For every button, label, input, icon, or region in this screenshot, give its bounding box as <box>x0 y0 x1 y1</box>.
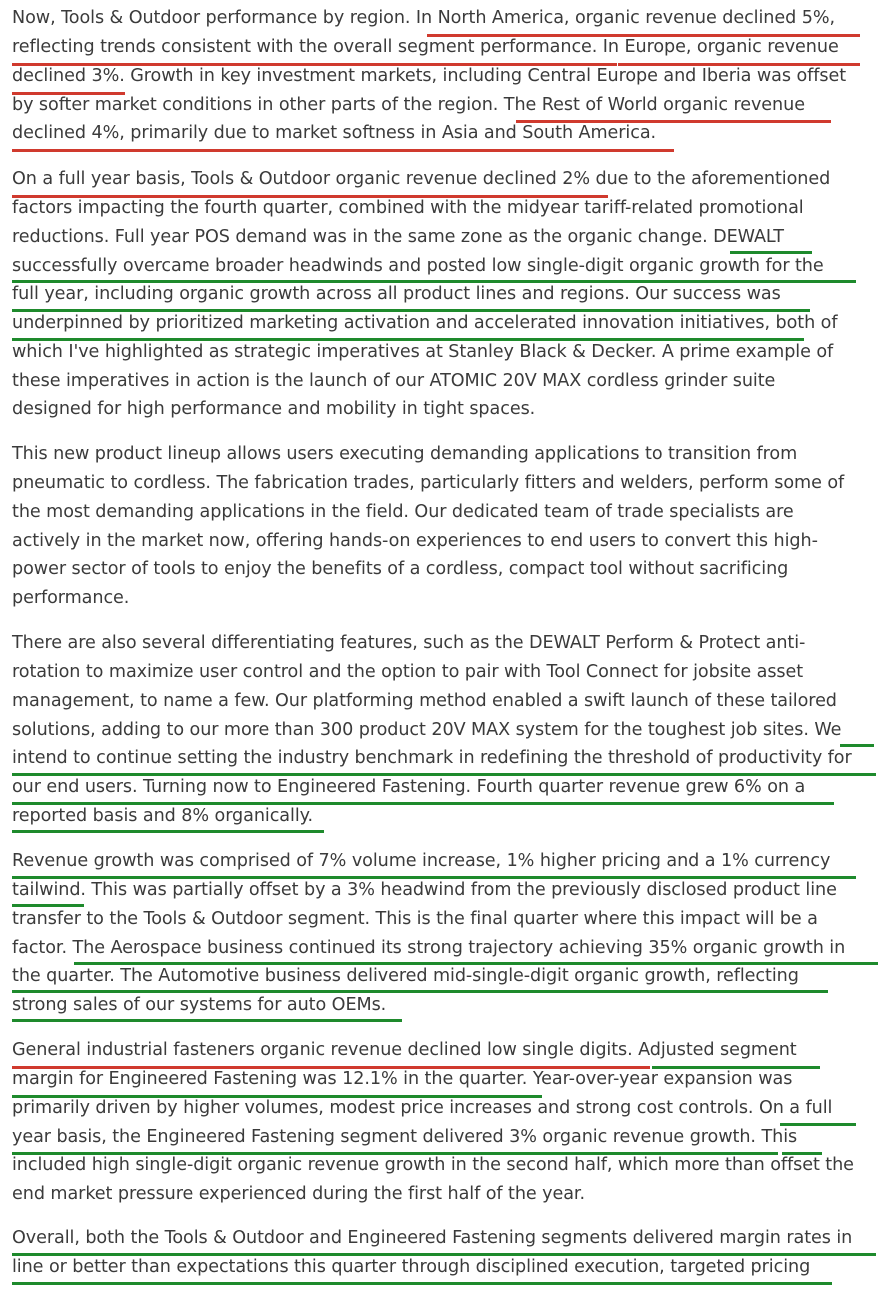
text-line: transfer to the Tools & Outdoor segment. This is the final quarter where this impact will be a <box>12 909 818 929</box>
text-line: our end users. Turning now to Engineered Fastening. Fourth quarter revenue grew 6% on a <box>12 777 806 797</box>
text-line: solutions, adding to our more than 300 product 20V MAX system for the toughest job sites. We <box>12 720 842 740</box>
text-line: year basis, the Engineered Fastening segment delivered 3% organic revenue growth. This <box>12 1127 798 1147</box>
text-line: reflecting trends consistent with the overall segment performance. In Europe, organic revenue <box>12 37 839 57</box>
text-line: line or better than expectations this quarter through disciplined execution, targeted pricing <box>12 1257 811 1277</box>
text-line: underpinned by prioritized marketing activation and accelerated innovation initiatives, both of <box>12 313 838 333</box>
negative-underline <box>12 195 608 198</box>
text-line: intend to continue setting the industry benchmark in redefining the threshold of productivity for <box>12 748 852 768</box>
positive-underline <box>12 338 804 341</box>
text-line: Now, Tools & Outdoor performance by region. In North America, organic revenue declined 5%, <box>12 8 835 28</box>
text-line: pneumatic to cordless. The fabrication trades, particularly fitters and welders, perform some of <box>12 473 845 493</box>
text-line: factors impacting the fourth quarter, combined with the midyear tariff-related promotional <box>12 198 804 218</box>
positive-underline <box>12 773 876 776</box>
negative-underline <box>12 1066 650 1069</box>
negative-underline <box>12 149 674 152</box>
positive-underline <box>12 904 84 907</box>
positive-underline <box>12 280 856 283</box>
negative-underline <box>427 34 860 37</box>
text-line: full year, including organic growth across all product lines and regions. Our success was <box>12 284 781 304</box>
positive-underline <box>782 1152 822 1155</box>
text-line: primarily driven by higher volumes, modest price increases and strong cost controls. On a full <box>12 1098 833 1118</box>
text-line: performance. <box>12 588 130 608</box>
text-line: power sector of tools to enjoy the benefits of a cordless, compact tool without sacrificing <box>12 559 789 579</box>
positive-underline <box>780 1123 856 1126</box>
text-line: rotation to maximize user control and the option to pair with Tool Connect for jobsite asset <box>12 662 804 682</box>
text-line: reductions. Full year POS demand was in the same zone as the organic change. DEWALT <box>12 227 784 247</box>
positive-underline <box>12 876 856 879</box>
text-line: General industrial fasteners organic revenue declined low single digits. Adjusted segment <box>12 1040 797 1060</box>
text-line: management, to name a few. Our platforming method enabled a swift launch of these tailored <box>12 691 837 711</box>
positive-underline <box>840 744 874 747</box>
text-line: successfully overcame broader headwinds and posted low single-digit organic growth for the <box>12 256 824 276</box>
text-line: reported basis and 8% organically. <box>12 806 313 826</box>
text-line: the quarter. The Automotive business delivered mid-single-digit organic growth, reflecting <box>12 966 799 986</box>
positive-underline <box>12 1095 542 1098</box>
text-line: Revenue growth was comprised of 7% volume increase, 1% higher pricing and a 1% currency <box>12 851 831 871</box>
text-line: margin for Engineered Fastening was 12.1% in the quarter. Year-over-year expansion was <box>12 1069 793 1089</box>
negative-underline <box>516 120 831 123</box>
text-line: tailwind. This was partially offset by a 3% headwind from the previously disclosed product line <box>12 880 837 900</box>
positive-underline <box>12 1282 832 1285</box>
negative-underline <box>12 92 125 95</box>
text-line: by softer market conditions in other parts of the region. The Rest of World organic revenue <box>12 95 805 115</box>
text-line: the most demanding applications in the field. Our dedicated team of trade specialists are <box>12 502 794 522</box>
text-line: end market pressure experienced during the first half of the year. <box>12 1184 585 1204</box>
text-line: This new product lineup allows users executing demanding applications to transition from <box>12 444 798 464</box>
positive-underline <box>12 802 834 805</box>
text-line: these imperatives in action is the launch of our ATOMIC 20V MAX cordless grinder suite <box>12 371 776 391</box>
positive-underline <box>12 309 810 312</box>
text-line: Overall, both the Tools & Outdoor and Engineered Fastening segments delivered margin rates in <box>12 1228 853 1248</box>
text-line: strong sales of our systems for auto OEMs. <box>12 995 387 1015</box>
text-line: included high single-digit organic revenue growth in the second half, which more than offset the <box>12 1155 854 1175</box>
positive-underline <box>12 830 324 833</box>
negative-underline <box>618 63 860 66</box>
positive-underline <box>652 1066 820 1069</box>
text-line: declined 4%, primarily due to market softness in Asia and South America. <box>12 123 657 143</box>
text-line: There are also several differentiating features, such as the DEWALT Perform & Protect anti- <box>12 633 806 653</box>
text-line: On a full year basis, Tools & Outdoor organic revenue declined 2% due to the aforementioned <box>12 169 831 189</box>
text-line: designed for high performance and mobility in tight spaces. <box>12 399 536 419</box>
positive-underline <box>12 1152 778 1155</box>
text-line: declined 3%. Growth in key investment markets, including Central Europe and Iberia was offset <box>12 66 847 86</box>
text-line: actively in the market now, offering hands-on experiences to end users to convert this high- <box>12 531 818 551</box>
positive-underline <box>74 962 878 965</box>
text-line: factor. The Aerospace business continued its strong trajectory achieving 35% organic growth in <box>12 938 846 958</box>
text-line: which I've highlighted as strategic imperatives at Stanley Black & Decker. A prime example of <box>12 342 834 362</box>
positive-underline <box>730 251 812 254</box>
negative-underline <box>12 63 617 66</box>
positive-underline <box>12 1019 402 1022</box>
positive-underline <box>12 1253 876 1256</box>
positive-underline <box>12 990 828 993</box>
